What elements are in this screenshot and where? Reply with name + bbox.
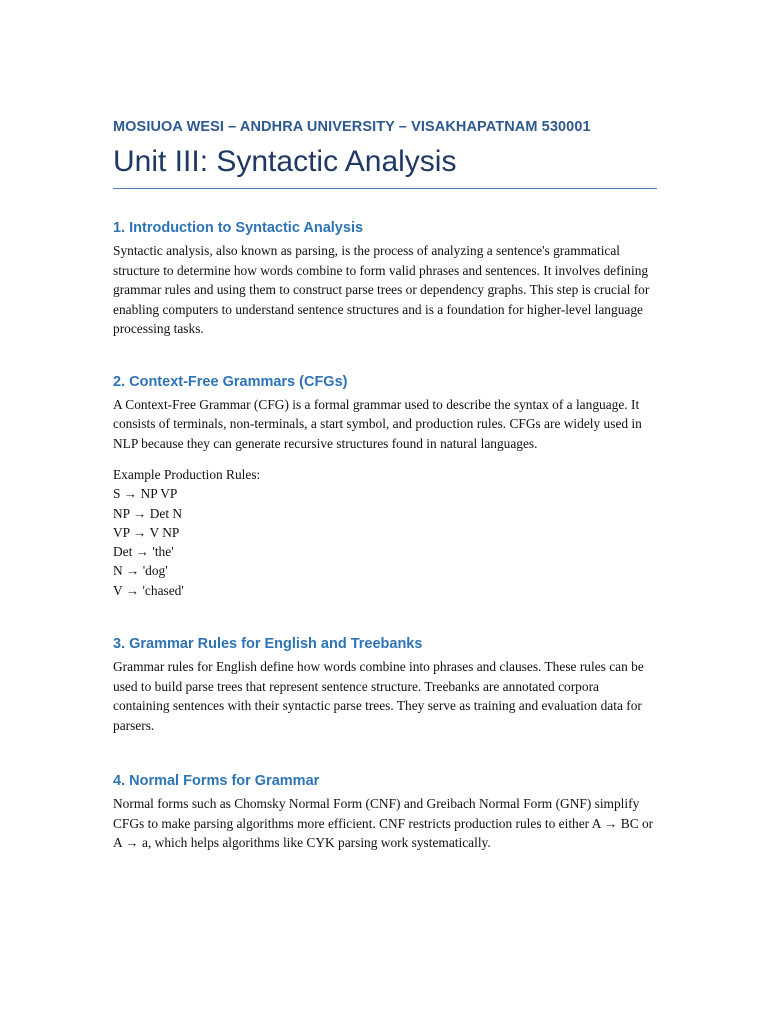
section-body: Grammar rules for English define how words combine into phrases and clauses. These rules can be used to build parse trees that represent sentence structure. Treebanks are annotated corpora containing sentences with their syntactic parse trees. They serve as training and evaluation data for parsers.: [113, 659, 644, 733]
section-body: Normal forms such as Chomsky Normal Form (CNF) and Greibach Normal Form (GNF) simplify CFGs to make parsing algorithms more efficient. CNF restricts production rules to either A → BC or A → a, which helps algorithms like CYK parsing work systematically.: [113, 796, 654, 851]
section-treebanks: [113, 635, 657, 735]
page-title: Unit III: Syntactic Analysis: [113, 144, 657, 189]
section-cfg: [113, 373, 657, 601]
section-heading: 2. Context-Free Grammars (CFGs): [113, 373, 348, 390]
section-heading: 4. Normal Forms for Grammar: [113, 773, 320, 790]
rule-line: N → 'dog': [113, 563, 168, 579]
section-heading: 3. Grammar Rules for English and Treebanks: [113, 636, 423, 653]
production-rules: [113, 465, 657, 600]
section-body: A Context-Free Grammar (CFG) is a formal grammar used to describe the syntax of a language. It consists of terminals, non-terminals, a start symbol, and production rules. CFGs are widely used in NLP because they can generate recursive structures found in natural languages.: [113, 396, 642, 451]
rule-line: NP → Det N: [113, 505, 183, 521]
author-line: MOSIUOA WESI – ANDHRA UNIVERSITY – VISAKHAPATNAM 530001: [113, 119, 591, 135]
document-page: [113, 118, 657, 853]
rule-line: VP → V NP: [113, 524, 180, 540]
section-body: Syntactic analysis, also known as parsing, is the process of analyzing a sentence's grammatical structure to determine how words combine to form valid phrases and sentences. It involves defining grammar rules and using them to construct parse trees or dependency graphs. This step is crucial for enabling computers to understand sentence structures and is a foundation for higher-level language processing tasks.: [113, 243, 650, 336]
section-heading: 1. Introduction to Syntactic Analysis: [113, 220, 364, 236]
example-label: Example Production Rules:: [113, 467, 261, 482]
section-introduction: [113, 219, 657, 339]
rule-line: Det → 'the': [113, 544, 174, 560]
rule-line: V → 'chased': [113, 582, 184, 598]
rule-line: S → NP VP: [113, 486, 178, 502]
section-normal-forms: [113, 772, 657, 853]
